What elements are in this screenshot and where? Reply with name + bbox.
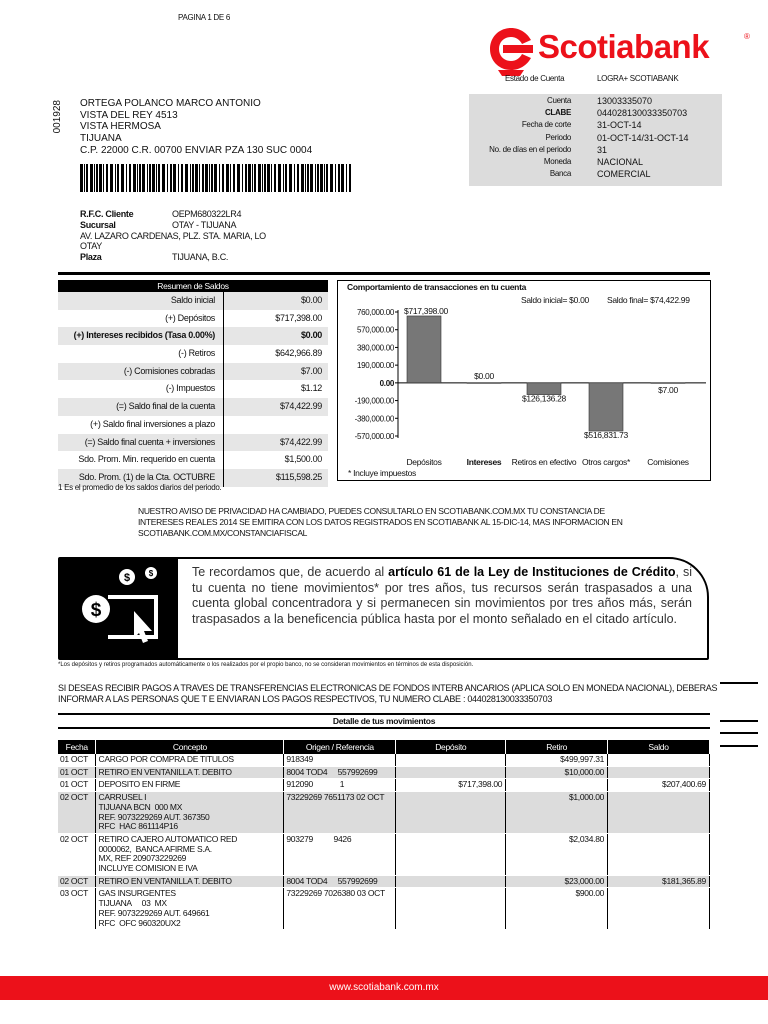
cell-saldo: $181,365.89 (608, 875, 710, 888)
spei-notice: SI DESEAS RECIBIR PAGOS A TRAVES DE TRANSFERENCIAS ELECTRONICAS DE FONDOS INTERB ANCARIOS (APLICA SOLO EN MONEDA NACIONAL), DEBERAS INFORMAR A LAS PERSONAS QUE T E ENVIARAN LOS PAGOS RESPECTIVOS, TU NUMERO CLABE : 044028130033350703 (58, 683, 718, 704)
cell-origen: 73229269 7651173 02 OCT (284, 792, 396, 834)
summary-value: $74,422.99 (279, 401, 322, 412)
summary-row (58, 292, 328, 310)
account-value: NACIONAL (597, 157, 644, 167)
summary-label: (+) Intereses recibidos (Tasa 0.00%) (58, 327, 224, 345)
cell-retiro: $499,997.31 (506, 754, 608, 766)
cell-retiro: $10,000.00 (506, 766, 608, 779)
cell-saldo (608, 766, 710, 779)
table-row (58, 779, 710, 792)
cell-saldo (608, 792, 710, 834)
account-row (469, 145, 722, 157)
summary-label: (-) Retiros (58, 345, 224, 363)
summary-value: $74,422.99 (279, 436, 322, 447)
account-row (469, 96, 722, 108)
postal-barcode (80, 164, 353, 192)
cell-concepto: GAS INSURGENTES TIJUANA 03 MX REF. 9073229269 AUT. 649661 RFC OFC 960320UX2 (96, 888, 284, 930)
cell-deposito (396, 766, 506, 779)
branch-address: AV. LAZARO CARDENAS, PLZ. STA. MARIA, LO (80, 230, 266, 241)
chart-category-label: Depósitos (406, 457, 442, 467)
account-value: 31-OCT-14 (597, 120, 642, 131)
transactions-chart (337, 280, 711, 481)
branch-value: OTAY - TIJUANA (172, 219, 237, 230)
cell-deposito (396, 833, 506, 875)
account-value: 01-OCT-14/31-OCT-14 (597, 132, 689, 143)
summary-value: $0.00 (300, 295, 322, 305)
chart-title: Comportamiento de transacciones en tu cuenta (347, 282, 527, 292)
chart-data-label: $126,136.28 (522, 393, 566, 404)
brand-name: Scotiabank (538, 28, 710, 65)
chart-category-label: Intereses (466, 457, 502, 467)
side-number: 001928 (52, 100, 63, 134)
address-line: VISTA DEL REY 4513 (80, 109, 178, 121)
chart-bar (407, 316, 441, 383)
money-transfer-icon (60, 559, 178, 660)
cell-fecha: 03 OCT (58, 888, 96, 930)
page-number: PAGINA 1 DE 6 (178, 13, 230, 22)
cell-deposito (396, 792, 506, 834)
movements-table (58, 740, 710, 930)
account-label: Cuenta (547, 96, 571, 105)
summary-label: (=) Saldo final cuenta + inversiones (58, 434, 224, 452)
cell-concepto: CARGO POR COMPRA DE TITULOS (96, 754, 284, 766)
chart-y-tick-label: 760,000.00 (356, 308, 394, 317)
rfc-value: OEPM680322LR4 (172, 209, 242, 219)
svg-text:$: $ (90, 600, 102, 621)
table-row (58, 888, 710, 930)
rfc-label: R.F.C. Cliente (80, 209, 134, 219)
account-row (469, 120, 722, 132)
plaza-label: Plaza (80, 252, 102, 263)
chart-category-label: Retiros en efectivo (511, 457, 577, 467)
svg-text:$: $ (148, 569, 154, 578)
notice-text-part: Te recordamos que, de acuerdo al (192, 565, 389, 579)
cell-fecha: 02 OCT (58, 875, 96, 888)
summary-label: (-) Impuestos (58, 380, 224, 398)
cell-saldo (608, 754, 710, 766)
cell-origen: 8004 TOD4 557992699 (284, 766, 396, 779)
client-info (80, 209, 266, 263)
cell-fecha: 02 OCT (58, 833, 96, 875)
cell-deposito (396, 888, 506, 930)
chart-y-tick-label: 380,000.00 (356, 343, 394, 353)
cell-retiro (506, 779, 608, 792)
account-row (469, 157, 722, 169)
chart-y-tick-label: -190,000.00 (354, 396, 394, 406)
cell-origen: 918349 (284, 754, 396, 766)
chart-y-tick-label: 190,000.00 (356, 361, 394, 371)
chart-category-label: Otros cargos* (581, 457, 631, 467)
cell-origen: 912090 1 (284, 779, 396, 792)
account-row (469, 133, 722, 145)
notice-text-bold: artículo 61 de la Ley de Instituciones de Crédito (388, 565, 676, 579)
customer-address (80, 98, 312, 157)
cell-saldo (608, 888, 710, 930)
address-line: VISTA HERMOSA (80, 121, 161, 133)
section-divider (58, 272, 710, 275)
summary-row (58, 398, 328, 416)
cell-origen: 8004 TOD4 557992699 (284, 875, 396, 888)
account-row (469, 108, 722, 120)
notice-footnote: *Los depósitos y retiros programados automáticamente o los realizados por el propio banco, no se consideran movimientos en términos de esta disposición. (58, 662, 474, 668)
fold-mark (720, 682, 758, 684)
chart-data-label: $516,831.73 (584, 430, 628, 441)
branch-label: Sucursal (80, 219, 116, 230)
cell-concepto: RETIRO EN VENTANILLA T. DEBITO (96, 766, 284, 779)
product-name: LOGRA+ SCOTIABANK (597, 74, 679, 83)
cell-fecha: 01 OCT (58, 754, 96, 766)
account-label: Fecha de corte (521, 120, 571, 130)
chart-data-label: $7.00 (658, 384, 678, 395)
chart-y-tick-label: 0.00 (379, 378, 394, 388)
table-row (58, 754, 710, 766)
account-label: Moneda (543, 157, 571, 166)
summary-value: $717,398.00 (275, 312, 322, 323)
footer-bar (0, 976, 768, 1000)
cell-deposito (396, 875, 506, 888)
cell-saldo: $207,400.69 (608, 779, 710, 792)
chart-bar (467, 383, 501, 384)
fold-mark (720, 745, 758, 747)
chart-footnote: * Incluye impuestos (348, 468, 417, 478)
cell-retiro: $1,000.00 (506, 792, 608, 834)
column-header: Retiro (506, 740, 608, 754)
summary-value: $0.00 (300, 330, 322, 341)
balance-summary (58, 280, 328, 487)
chart-data-label: $0.00 (474, 370, 494, 381)
account-value: 13003335070 (597, 96, 653, 106)
cell-concepto: RETIRO CAJERO AUTOMATICO RED 0000062, BANCA AFIRME S.A. MX, REF 209073229269 INCLUYE COMISION E IVA (96, 833, 284, 875)
table-row (58, 875, 710, 888)
cell-fecha: 02 OCT (58, 792, 96, 834)
cell-fecha: 01 OCT (58, 766, 96, 779)
chart-y-tick-label: -380,000.00 (354, 414, 394, 424)
account-label: Banca (549, 169, 571, 179)
table-row (58, 833, 710, 875)
cell-origen: 903279 9426 (284, 833, 396, 875)
movements-title: Detalle de tus movimientos (58, 713, 710, 729)
chart-y-tick-label: 570,000.00 (356, 325, 394, 335)
summary-row (58, 310, 328, 328)
address-line: TIJUANA (80, 133, 122, 145)
account-value: COMERCIAL (597, 169, 651, 180)
document-type: Estado de Cuenta (505, 74, 565, 83)
column-header: Depósito (396, 740, 506, 754)
cell-retiro: $2,034.80 (506, 833, 608, 875)
summary-label: (+) Depósitos (58, 310, 224, 328)
column-header: Origen / Referencia (284, 740, 396, 754)
column-header: Concepto (96, 740, 284, 754)
fold-mark (720, 732, 758, 734)
branch-address: OTAY (80, 241, 102, 252)
summary-value (224, 416, 328, 434)
cell-concepto: RETIRO EN VENTANILLA T. DEBITO (96, 875, 284, 888)
account-row (469, 169, 722, 181)
summary-label: Saldo inicial (58, 292, 224, 310)
address-line: ORTEGA POLANCO MARCO ANTONIO (80, 98, 261, 109)
table-row (58, 792, 710, 834)
summary-label: (+) Saldo final inversiones a plazo (58, 416, 224, 434)
summary-row (58, 327, 328, 345)
summary-row (58, 345, 328, 363)
summary-row (58, 451, 328, 469)
plaza-value: TIJUANA, B.C. (172, 252, 229, 263)
table-row (58, 766, 710, 779)
cell-origen: 73229269 7026380 03 OCT (284, 888, 396, 930)
address-line: C.P. 22000 C.R. 00700 ENVIAR PZA 130 SUC 0004 (80, 144, 313, 156)
chart-y-tick-label: -570,000.00 (354, 432, 394, 441)
account-label: No. de días en el periodo (489, 144, 571, 154)
column-header: Saldo (608, 740, 710, 754)
notice-text-part: , si tu cuenta no tiene movimientos* por tres años, tus recursos serán traspasados a una cuenta global concentradora y si permanecen sin movimientos por tres años más, serán traspasados a la beneficencia pública hasta por el monto señalado en el citado artículo. (192, 565, 693, 626)
svg-text:$: $ (123, 572, 131, 584)
cell-deposito: $717,398.00 (396, 779, 506, 792)
column-header: Fecha (58, 740, 96, 754)
summary-row (58, 434, 328, 452)
notice-text (192, 565, 692, 627)
account-info-box (469, 94, 722, 186)
summary-value: $1.12 (300, 383, 322, 394)
summary-row (58, 363, 328, 381)
summary-value: $642,966.89 (275, 348, 322, 359)
cell-saldo (608, 833, 710, 875)
cell-retiro: $23,000.00 (506, 875, 608, 888)
summary-title: Resumen de Saldos (58, 280, 328, 292)
summary-label: Sdo. Prom. (1) de la Cta. OCTUBRE (58, 469, 224, 487)
account-value: 31 (597, 144, 608, 155)
chart-saldo-inicial: Saldo inicial= $0.00 (521, 295, 589, 305)
summary-row (58, 416, 328, 434)
cell-concepto: CARRUSEL I TIJUANA BCN 000 MX REF. 9073229269 AUT. 367350 RFC HAC 861114P16 (96, 792, 284, 834)
chart-data-label: $717,398.00 (404, 305, 448, 316)
cell-concepto: DEPOSITO EN FIRME (96, 779, 284, 792)
account-label: CLABE (544, 108, 571, 118)
footer-url[interactable]: www.scotiabank.com.mx (329, 982, 439, 993)
summary-label: Sdo. Prom. Min. requerido en cuenta (58, 451, 224, 469)
chart-saldo-final: Saldo final= $74,422.99 (607, 295, 690, 305)
chart-category-label: Comisiones (647, 457, 689, 467)
chart-canvas (338, 281, 712, 482)
summary-label: (-) Comisiones cobradas (58, 363, 224, 381)
brand-registered-mark: ® (744, 32, 750, 41)
summary-value: $7.00 (300, 365, 322, 376)
account-label: Periodo (545, 132, 571, 142)
summary-label: (=) Saldo final de la cuenta (58, 398, 224, 416)
privacy-notice: NUESTRO AVISO DE PRIVACIDAD HA CAMBIADO, PUEDES CONSULTARLO EN SCOTIABANK.COM.MX TU CONSTANCIA DE INTERESES REALES 2014 SE EMITIRA CON LOS DATOS REGISTRADOS EN SCOTIABANK AL 15-DIC-14, MAS INFORMACION EN SCOTIABANK.COM.MX/CONSTANCIAFISCAL (138, 506, 623, 538)
summary-value: $115,598.25 (275, 471, 322, 482)
dormant-account-notice (58, 557, 709, 660)
summary-row (58, 380, 328, 398)
chart-bar (589, 383, 623, 431)
summary-footnote: 1 Es el promedio de los saldos diarios del periodo. (58, 483, 222, 492)
cell-fecha: 01 OCT (58, 779, 96, 792)
summary-value: $1,500.00 (284, 454, 322, 465)
cell-deposito (396, 754, 506, 766)
chart-bar (651, 383, 685, 384)
cell-retiro: $900.00 (506, 888, 608, 930)
fold-mark (720, 720, 758, 722)
account-value: 044028130033350703 (597, 108, 688, 119)
